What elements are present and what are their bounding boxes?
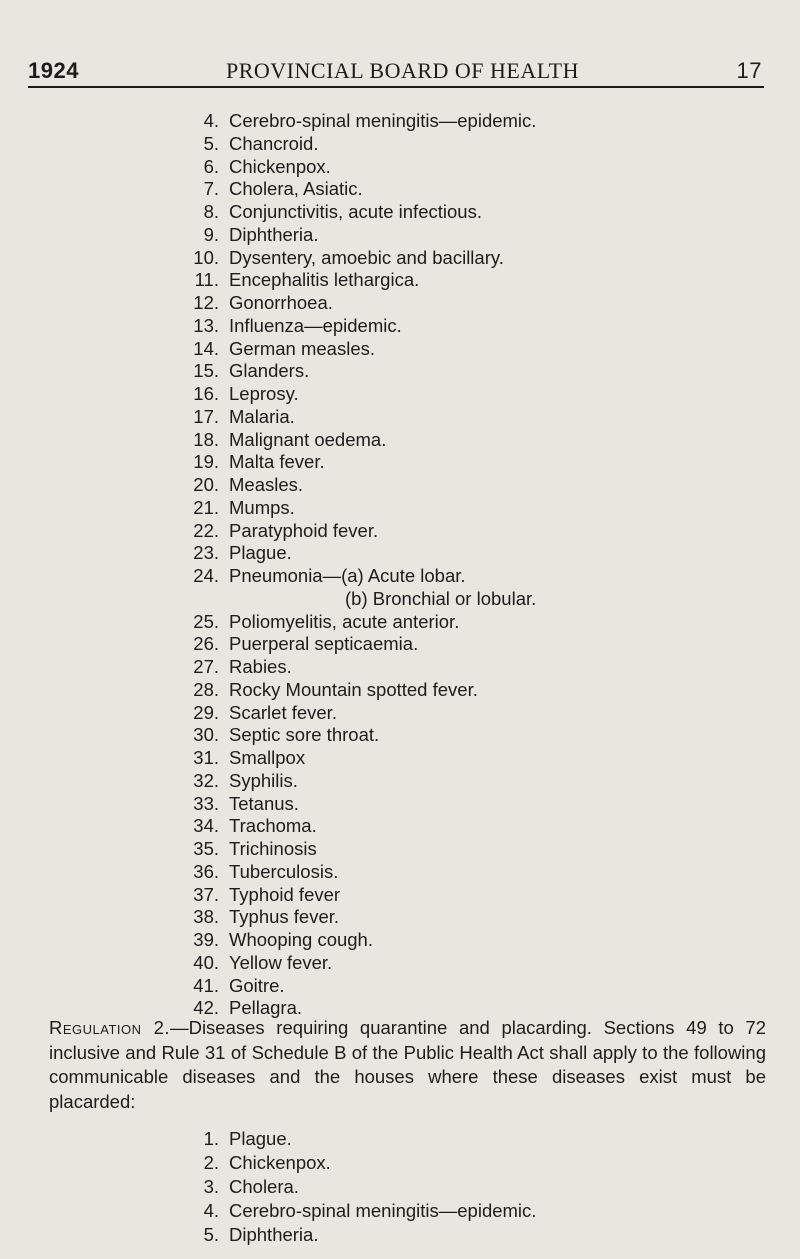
list-item-number: 39.: [193, 929, 219, 950]
list-item-number: 21.: [193, 496, 219, 518]
header-rule: [28, 86, 764, 88]
list-item-text: Pneumonia—(a) Acute lobar.: [229, 565, 466, 586]
list-item-text: Plague.: [229, 542, 292, 564]
list-item-number: 10.: [193, 246, 219, 268]
list-item-number: 18.: [193, 428, 219, 450]
list-item-text: Typhus fever.: [229, 906, 340, 928]
list-item-text: Plague.: [229, 1128, 292, 1149]
list-item-text: Puerperal septicaemia.: [229, 633, 419, 655]
list-item-text: Measles.: [229, 474, 304, 495]
list-item-text: Goitre.: [229, 974, 285, 996]
list-item-text: German measles.: [229, 337, 375, 359]
list-item-number: 20.: [193, 474, 219, 495]
list-item-number: 9.: [203, 223, 219, 245]
list-item-number: 15.: [193, 360, 219, 382]
list-item-text: Tuberculosis.: [229, 860, 339, 882]
list-item-text: Yellow fever.: [229, 951, 333, 973]
list-item-number: 40.: [193, 951, 219, 973]
list-item-text: Malaria.: [229, 405, 295, 427]
regulation-text: —Diseases requiring quarantine and placarding. Sections 49 to 72 inclusive and Rule 31 of Schedule B of the Public Health Act shall apply to the following communicable diseases and the houses where these diseases exist must be placarded:: [49, 1017, 766, 1112]
list-item-text: Malignant oedema.: [229, 428, 387, 450]
list-item-text: Chancroid.: [229, 132, 319, 154]
list-item-number: 6.: [203, 155, 219, 177]
list-item-number: 4.: [203, 110, 219, 131]
list-item-number: 27.: [193, 656, 219, 677]
list-item-text: Tetanus.: [229, 792, 299, 814]
list-item-text: Diphtheria.: [229, 1224, 319, 1245]
list-item-number: 30.: [193, 724, 219, 746]
list-item-text: Cerebro-spinal meningitis—epidemic.: [229, 1200, 537, 1221]
list-item-text: Gonorrhoea.: [229, 292, 333, 313]
list-item-number: 5.: [203, 1224, 219, 1245]
list-item-number: 8.: [203, 201, 219, 222]
page-header: [28, 56, 764, 86]
list-item-text: Poliomyelitis, acute anterior.: [229, 610, 460, 632]
list-item-number: 32.: [193, 769, 219, 791]
list-item-number: 1.: [203, 1128, 219, 1149]
list-item-text: Leprosy.: [229, 383, 299, 404]
list-item-text: Cholera.: [229, 1176, 299, 1197]
list-item-number: 5.: [203, 132, 219, 154]
list-item-text: Glanders.: [229, 360, 310, 382]
list-item-text: Smallpox: [229, 747, 306, 768]
list-item-text: Whooping cough.: [229, 929, 373, 950]
list-item-text: Dysentery, amoebic and bacillary.: [229, 246, 504, 268]
page-number: 17: [736, 58, 762, 83]
list-item-number: 22.: [193, 519, 219, 541]
list-item-text: Cholera, Asiatic.: [229, 178, 363, 200]
list-item-number: 37.: [193, 883, 219, 905]
list-item-number: 34.: [193, 815, 219, 837]
list-item-number: 23.: [193, 542, 219, 564]
regulation-label: Regulation 2.: [49, 1017, 171, 1038]
list-item-text: Mumps.: [229, 496, 295, 518]
list-item-text: Scarlet fever.: [229, 701, 337, 723]
list-item-text: Malta fever.: [229, 451, 325, 473]
list-item-text: Paratyphoid fever.: [229, 519, 379, 541]
list-item-number: 13.: [193, 314, 219, 336]
list-item-text: Chickenpox.: [229, 155, 331, 177]
list-item-number: 28.: [193, 678, 219, 700]
list-item-number: 2.: [203, 1152, 219, 1173]
list-item-text: Syphilis.: [229, 769, 298, 791]
list-item-text: Trachoma.: [229, 815, 317, 837]
regulation-paragraph: [49, 1016, 766, 1114]
list-item-text: Conjunctivitis, acute infectious.: [229, 201, 482, 222]
list-item-number: 26.: [193, 633, 219, 655]
header-title: PROVINCIAL BOARD OF HEALTH: [226, 58, 580, 83]
list-item-text: Influenza—epidemic.: [229, 314, 402, 336]
list-item-text: Encephalitis lethargica.: [229, 269, 420, 291]
list-item-number: 16.: [193, 383, 219, 404]
list-item-text: Chickenpox.: [229, 1152, 331, 1173]
list-item-number: 19.: [193, 451, 219, 473]
list-item-number: 42.: [193, 997, 219, 1019]
list-item-number: 4.: [203, 1200, 219, 1221]
list-item-number: 3.: [203, 1176, 219, 1197]
list-item-number: 25.: [193, 610, 219, 632]
list-item-text: (b) Bronchial or lobular.: [345, 587, 537, 609]
list-item-number: 41.: [193, 974, 219, 996]
list-item-text: Pellagra.: [229, 997, 303, 1019]
list-item-number: 38.: [193, 906, 219, 928]
list-item-number: 7.: [203, 178, 219, 200]
list-item-number: 11.: [194, 269, 219, 291]
list-item-number: 36.: [193, 860, 219, 882]
list-item-text: Diphtheria.: [229, 223, 319, 245]
list-item-number: 29.: [193, 701, 219, 723]
list-item-text: Rocky Mountain spotted fever.: [229, 678, 478, 700]
list-item-text: Trichinosis: [229, 838, 317, 859]
list-item-text: Rabies.: [229, 656, 292, 677]
list-item-number: 31.: [193, 747, 219, 768]
list-item-text: Typhoid fever: [229, 883, 341, 905]
list-item-number: 12.: [193, 292, 219, 313]
list-item-number: 17.: [193, 405, 219, 427]
list-item-text: Septic sore throat.: [229, 724, 380, 746]
list-item-number: 35.: [193, 838, 219, 859]
header-year: 1924: [28, 58, 79, 83]
list-item-text: Cerebro-spinal meningitis—epidemic.: [229, 110, 537, 131]
list-item-number: 33.: [193, 792, 219, 814]
list-item-number: 24.: [193, 565, 219, 586]
list-item-number: 14.: [193, 337, 219, 359]
